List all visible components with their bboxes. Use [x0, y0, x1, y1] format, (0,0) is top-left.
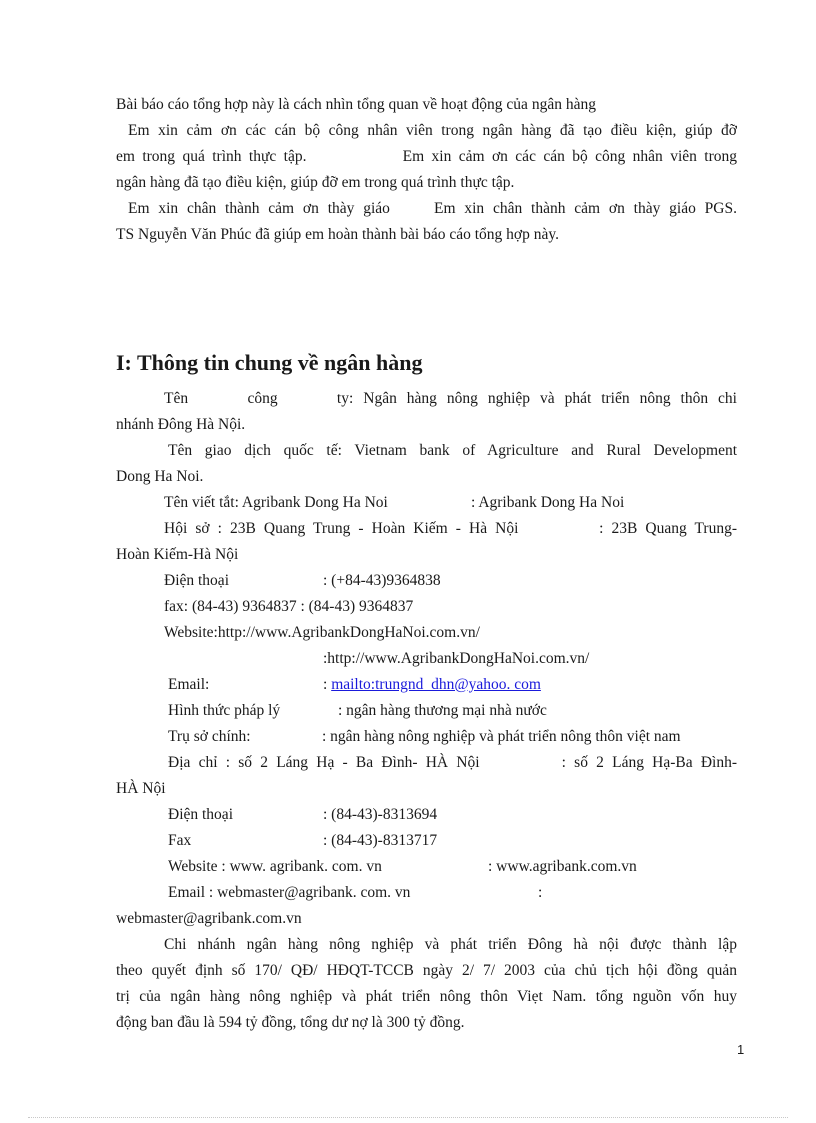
intro-line-5b: Em xin chân thành cảm ơn thày giáo PGS. — [433, 200, 737, 217]
document-page — [116, 92, 737, 1036]
company-cont: nhánh Đông Hà Nội. — [116, 416, 246, 433]
website2-label: Website : www. agribank. com. vn — [168, 858, 382, 875]
intro-line-6: TS Nguyễn Văn Phúc đã giúp em hoàn thành bài báo cáo tổng hợp này. — [116, 226, 559, 243]
main-office-label: Trụ sở chính: — [168, 728, 251, 745]
paragraph-line-3: trị của ngân hàng nông nghiệp và phát triển nông thôn Viẹt Nam. tổng nguồn vốn huy — [116, 988, 737, 1005]
phone2-value: : (84-43)-8313694 — [323, 806, 438, 823]
paragraph-line-1: Chi nhánh ngân hàng nông nghiệp và phát triển Đông hà nội được thành lập — [164, 936, 737, 953]
intl-name-cont: Dong Ha Noi. — [116, 468, 204, 485]
abbr-label: Tên viết tắt: Agribank Dong Ha Noi — [164, 494, 388, 511]
main-office-value: : ngân hàng nông nghiệp và phát triển nông thôn việt nam — [322, 728, 681, 745]
website2-line — [116, 854, 737, 880]
legal-label: Hình thức pháp lý — [168, 702, 281, 719]
intro-line-5 — [116, 196, 737, 222]
hq-label: Hội sở : 23B Quang Trung - Hoàn Kiếm - Hà Nội — [164, 520, 519, 537]
hq-line — [116, 516, 737, 542]
email-label: Email: — [168, 676, 210, 693]
email-colon: : — [323, 676, 328, 693]
email2-label: Email : webmaster@agribank. com. vn — [168, 884, 411, 901]
intro-line-2: Em xin cảm ơn các cán bộ công nhân viên trong ngân hàng đã tạo điều kiện, giúp đỡ — [128, 122, 737, 139]
company-value: : Ngân hàng nông nghiệp và phát triển nông thôn chi — [349, 390, 737, 407]
website-line: Website:http://www.AgribankDongHaNoi.com.vn/ — [164, 624, 480, 641]
paragraph-line-2: theo quyết định số 170/ QĐ/ HĐQT-TCCB ngày 2/ 7/ 2003 của chủ tịch hội đồng quản — [116, 962, 737, 979]
intro-line-3a: em trong quá trình thực tập. — [116, 148, 307, 165]
fax-line: fax: (84-43) 9364837 : (84-43) 9364837 — [164, 598, 414, 615]
intro-line-4: ngân hàng đã tạo điều kiện, giúp đỡ em trong quá trình thực tập. — [116, 174, 515, 191]
section-heading: I: Thông tin chung về ngân hàng — [116, 350, 423, 375]
legal-value: : ngân hàng thương mại nhà nước — [338, 702, 547, 719]
email-line — [116, 672, 737, 698]
intro-line-1: Bài báo cáo tổng hợp này là cách nhìn tổng quan về hoạt động của ngân hàng — [116, 96, 596, 113]
main-office-line — [116, 724, 737, 750]
intl-name-line: Tên giao dịch quốc tế: Vietnam bank of Agriculture and Rural Development — [168, 442, 737, 459]
website-value: :http://www.AgribankDongHaNoi.com.vn/ — [323, 650, 590, 667]
phone-line — [116, 568, 737, 594]
fax2-line — [116, 828, 737, 854]
address-line — [116, 750, 737, 776]
fax2-value: : (84-43)-8313717 — [323, 832, 438, 849]
phone-value: : (+84-43)9364838 — [323, 572, 441, 589]
fax2-label: Fax — [168, 832, 192, 849]
address-cont: HÀ Nội — [116, 780, 166, 797]
phone2-line — [116, 802, 737, 828]
company-label: Tên công ty — [164, 390, 349, 407]
page-number: 1 — [737, 1042, 745, 1057]
phone2-label: Điện thoại — [168, 806, 233, 823]
legal-line — [116, 698, 737, 724]
intro-line-5a: Em xin chân thành cảm ơn thày giáo — [128, 200, 390, 217]
address-label: Địa chỉ : số 2 Láng Hạ - Ba Đình- HÀ Nội — [168, 754, 480, 771]
email2-value: : — [538, 884, 543, 901]
email2-line — [116, 880, 737, 906]
phone-label: Điện thoại — [164, 572, 229, 589]
abbr-value: : Agribank Dong Ha Noi — [471, 494, 625, 511]
hq-value: : 23B Quang Trung- — [599, 520, 737, 537]
website2-value: : www.agribank.com.vn — [488, 858, 637, 875]
intro-line-3b: Em xin cảm ơn các cán bộ công nhân viên trong — [402, 148, 737, 165]
paragraph-line-4: động ban đầu là 594 tỷ đồng, tổng dư nợ là 300 tỷ đồng. — [116, 1014, 465, 1031]
abbr-line — [116, 490, 737, 516]
intro-line-3 — [116, 144, 737, 170]
address-value: : số 2 Láng Hạ-Ba Đình- — [561, 754, 737, 771]
hq-cont: Hoàn Kiếm-Hà Nội — [116, 546, 239, 563]
company-line — [116, 386, 737, 412]
email2-cont: webmaster@agribank.com.vn — [116, 910, 302, 927]
email-link[interactable]: mailto:trungnd_dhn@yahoo. com — [331, 676, 541, 693]
page-bottom-divider — [28, 1117, 788, 1118]
